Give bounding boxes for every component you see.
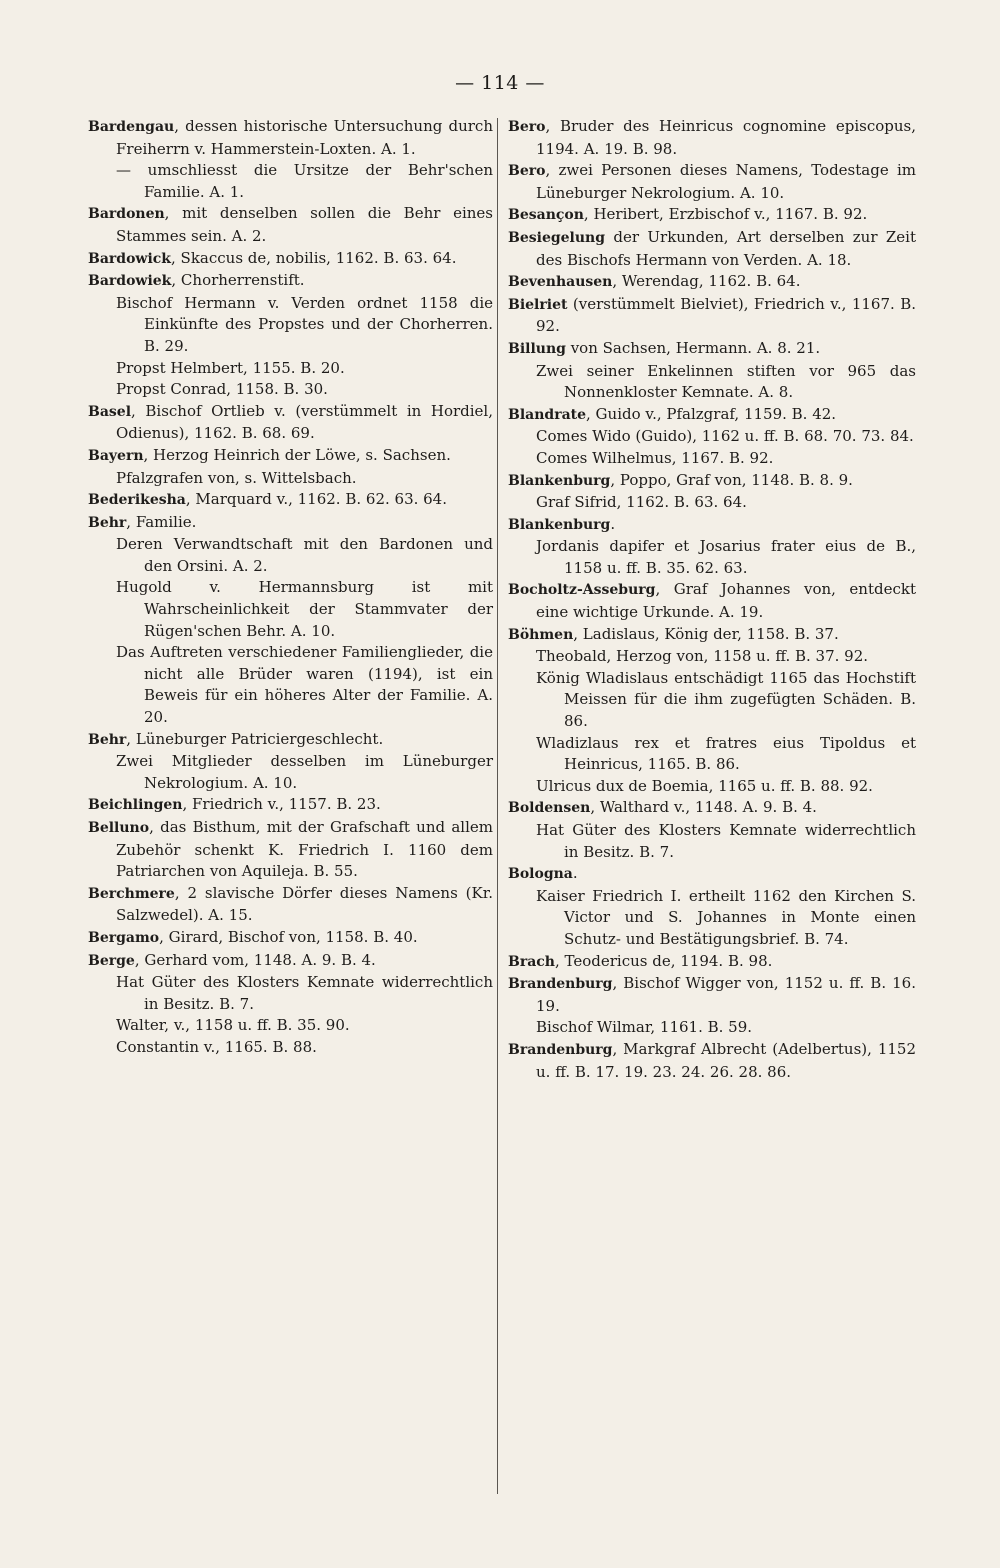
- entry-headword: Bardowiek: [88, 273, 172, 290]
- index-subentry: [508, 448, 916, 470]
- index-entry: [508, 863, 916, 886]
- entry-headword: Berge: [88, 952, 135, 969]
- column-divider: [497, 118, 498, 1494]
- entry-text: , Walthard v., 1148. A. 9. B. 4.: [590, 798, 817, 817]
- entry-text: Hat Güter des Klosters Kemnate widerrechtlich in Besitz. B. 7.: [536, 821, 916, 861]
- entry-text: , Chorherrenstift.: [171, 271, 305, 290]
- index-entry: [88, 116, 493, 160]
- index-entry: [88, 203, 493, 247]
- index-subentry: [88, 358, 493, 380]
- index-entry: [88, 401, 493, 445]
- index-subentry: [508, 733, 916, 776]
- entry-text: , dessen historische Untersuchung durch Freiherrn v. Hammerstein-Loxten. A. 1.: [116, 117, 493, 158]
- entry-text: , Poppo, Graf von, 1148. B. 8. 9.: [610, 470, 853, 489]
- entry-text: , Familie.: [126, 512, 197, 531]
- index-entry: [508, 797, 916, 820]
- index-column-left: [88, 116, 493, 1059]
- entry-headword: Basel: [88, 403, 132, 420]
- entry-headword: Blandrate: [508, 406, 587, 423]
- index-entry: [88, 794, 493, 817]
- index-subentry: [508, 426, 916, 448]
- entry-text: , Werendag, 1162. B. 64.: [612, 272, 801, 291]
- entry-text: Pfalzgrafen von, s. Wittelsbach.: [116, 468, 357, 487]
- index-subentry: [508, 646, 916, 668]
- entry-text: , zwei Personen dieses Namens, Todestage im Lüneburger Nekrologium. A. 10.: [536, 161, 916, 202]
- entry-headword: Besançon: [508, 207, 584, 224]
- entry-text: Wladizlaus rex et fratres eius Tipoldus et Heinricus, 1165. B. 86.: [536, 733, 916, 774]
- entry-headword: Behr: [88, 731, 127, 748]
- index-entry: [508, 470, 916, 493]
- entry-text: , Gerhard vom, 1148. A. 9. B. 4.: [134, 950, 376, 969]
- entry-text: , Heribert, Erzbischof v., 1167. B. 92.: [583, 205, 868, 224]
- entry-text: — umschliesst die Ursitze der Behr'schen Familie. A. 1.: [116, 161, 493, 201]
- index-entry: [508, 116, 916, 160]
- entry-text: , Marquard v., 1162. B. 62. 63. 64.: [185, 490, 447, 509]
- entry-text: , Graf Johannes von, entdeckt eine wichtige Urkunde. A. 19.: [536, 580, 916, 622]
- index-subentry: [508, 776, 916, 798]
- index-entry: [508, 624, 916, 647]
- entry-headword: Bardengau: [88, 119, 175, 135]
- index-subentry: [88, 972, 493, 1015]
- entry-text: , Herzog Heinrich der Löwe, s. Sachsen.: [143, 445, 451, 464]
- index-entry: [508, 404, 916, 427]
- entry-text: Theobald, Herzog von, 1158 u. ff. B. 37. 92.: [536, 647, 869, 666]
- entry-text: , Friedrich v., 1157. B. 23.: [182, 795, 381, 814]
- entry-text: .: [610, 514, 616, 533]
- index-entry: [508, 271, 916, 294]
- index-entry: [88, 512, 493, 535]
- entry-headword: Bologna: [508, 866, 573, 883]
- entry-headword: Billung: [508, 340, 566, 357]
- entry-text: , mit denselben sollen die Behr eines Stammes sein. A. 2.: [116, 204, 493, 245]
- entry-headword: Behr: [88, 514, 127, 531]
- index-entry: [508, 294, 916, 338]
- entry-text: , Ladislaus, König der, 1158. B. 37.: [573, 624, 839, 643]
- index-subentry: [508, 536, 916, 579]
- entry-text: , Guido v., Pfalzgraf, 1159. B. 42.: [586, 404, 837, 423]
- entry-text: Zwei seiner Enkelinnen stiften vor 965 das Nonnenkloster Kemnate. A. 8.: [536, 361, 916, 402]
- index-subentry: [508, 820, 916, 863]
- entry-headword: Bevenhausen: [508, 274, 613, 291]
- entry-text: (verstümmelt Bielviet), Friedrich v., 1167. B. 92.: [536, 294, 916, 336]
- entry-text: Hugold v. Hermannsburg ist mit Wahrscheinlichkeit der Stammvater der Rügen'schen Behr. A. 10.: [116, 578, 493, 640]
- entry-text: Comes Wido (Guido), 1162 u. ff. B. 68. 70. 73. 84.: [536, 427, 914, 446]
- entry-text: Constantin v., 1165. B. 88.: [116, 1037, 317, 1056]
- index-subentry: [508, 886, 916, 951]
- entry-text: König Wladislaus entschädigt 1165 das Hochstift Meissen für die ihm zugefügten Schäden. B. 86.: [536, 668, 916, 731]
- index-entry: [508, 204, 916, 227]
- entry-text: Ulricus dux de Boemia, 1165 u. ff. B. 88. 92.: [536, 776, 873, 795]
- entry-headword: Brach: [508, 953, 555, 970]
- entry-text: Jordanis dapifer et Josarius frater eius de B., 1158 u. ff. B. 35. 62. 63.: [536, 537, 916, 577]
- index-entry: [508, 160, 916, 204]
- entry-text: Deren Verwandtschaft mit den Bardonen und den Orsini. A. 2.: [116, 535, 493, 575]
- entry-text: , das Bisthum, mit der Grafschaft und allem Zubehör schenkt K. Friedrich I. 1160 dem Patriarchen von Aquileja. B. 55.: [116, 818, 493, 881]
- entry-text: , 2 slavische Dörfer dieses Namens (Kr. Salzwedel). A. 15.: [116, 883, 493, 925]
- index-entry: [508, 1039, 916, 1083]
- index-entry: [88, 489, 493, 512]
- entry-headword: Bergamo: [88, 929, 160, 946]
- entry-headword: Blankenburg: [508, 516, 611, 533]
- index-subentry: [88, 577, 493, 642]
- entry-headword: Belluno: [88, 820, 150, 836]
- entry-text: , Markgraf Albrecht (Adelbertus), 1152 u. ff. B. 17. 19. 23. 24. 26. 28. 86.: [536, 1039, 916, 1081]
- index-subentry: [88, 293, 493, 358]
- entry-text: Graf Sifrid, 1162. B. 63. 64.: [536, 493, 747, 512]
- entry-headword: Beichlingen: [88, 797, 183, 814]
- entry-text: , Skaccus de, nobilis, 1162. B. 63. 64.: [171, 248, 457, 267]
- entry-text: , Bruder des Heinricus cognomine episcopus, 1194. A. 19. B. 98.: [536, 117, 916, 158]
- entry-headword: Brandenburg: [508, 1041, 613, 1058]
- index-entry: [88, 270, 493, 293]
- index-entry: [508, 514, 916, 537]
- index-subentry: [508, 492, 916, 514]
- index-entry: [88, 729, 493, 752]
- index-entry: [508, 227, 916, 271]
- index-entry: [88, 883, 493, 927]
- entry-text: Comes Wilhelmus, 1167. B. 92.: [536, 448, 774, 467]
- entry-text: , Bischof Wigger von, 1152 u. ff. B. 16. 19.: [536, 974, 916, 1015]
- entry-headword: Bero: [508, 119, 546, 135]
- entry-text: Hat Güter des Klosters Kemnate widerrechtlich in Besitz. B. 7.: [116, 973, 493, 1013]
- entry-headword: Bielriet: [508, 296, 568, 313]
- index-subentry: [88, 468, 493, 490]
- entry-headword: Bero: [508, 163, 546, 180]
- entry-headword: Boldensen: [508, 800, 591, 817]
- entry-text: Bischof Wilmar, 1161. B. 59.: [536, 1018, 753, 1037]
- index-subentry: [88, 1015, 493, 1037]
- entry-text: Kaiser Friedrich I. ertheilt 1162 den Kirchen S. Victor und S. Johannes in Monte einen Schutz- und Bestätigungsbrief. B. 74.: [536, 886, 916, 948]
- entry-text: Das Auftreten verschiedener Familienglieder, die nicht alle Brüder waren (1194), ist ein Beweis für ein höheres Alter der Familie. A. 20.: [116, 643, 493, 727]
- index-entry: [88, 927, 493, 950]
- entry-text: von Sachsen, Hermann. A. 8. 21.: [565, 338, 821, 357]
- entry-text: .: [572, 864, 578, 883]
- entry-headword: Brandenburg: [508, 976, 613, 993]
- page-number: — 114 —: [455, 72, 545, 94]
- index-subentry: [508, 668, 916, 733]
- entry-headword: Besiegelung: [508, 229, 606, 246]
- index-subentry: [88, 534, 493, 577]
- entry-headword: Bayern: [88, 447, 144, 464]
- entry-headword: Bardowick: [88, 250, 172, 267]
- entry-text: Propst Helmbert, 1155. B. 20.: [116, 358, 345, 377]
- index-subentry: [88, 160, 493, 203]
- index-subentry: [508, 1017, 916, 1039]
- entry-headword: Bardonen: [88, 206, 165, 223]
- entry-text: Walter, v., 1158 u. ff. B. 35. 90.: [116, 1016, 350, 1035]
- entry-headword: Bederikesha: [88, 492, 186, 509]
- index-entry: [88, 248, 493, 271]
- index-entry: [508, 338, 916, 361]
- index-subentry: [508, 361, 916, 404]
- entry-text: , Girard, Bischof von, 1158. B. 40.: [159, 927, 418, 946]
- index-entry: [88, 817, 493, 883]
- index-subentry: [88, 751, 493, 794]
- entry-text: Propst Conrad, 1158. B. 30.: [116, 380, 328, 399]
- entry-headword: Berchmere: [88, 885, 175, 902]
- entry-headword: Böhmen: [508, 626, 574, 643]
- entry-headword: Bocholtz-Asseburg: [508, 582, 656, 599]
- entry-headword: Blankenburg: [508, 472, 611, 489]
- entry-text: Bischof Hermann v. Verden ordnet 1158 die Einkünfte des Propstes und der Chorherren. B. 29.: [116, 293, 493, 355]
- entry-text: , Bischof Ortlieb v. (verstümmelt in Hordiel, Odienus), 1162. B. 68. 69.: [116, 401, 493, 443]
- index-subentry: [88, 1037, 493, 1059]
- index-entry: [88, 950, 493, 973]
- index-entry: [88, 445, 493, 468]
- index-subentry: [88, 642, 493, 728]
- entry-text: Zwei Mitglieder desselben im Lüneburger Nekrologium. A. 10.: [116, 752, 493, 792]
- index-entry: [508, 579, 916, 623]
- index-entry: [508, 973, 916, 1017]
- entry-text: , Lüneburger Patriciergeschlecht.: [126, 729, 384, 748]
- entry-text: der Urkunden, Art derselben zur Zeit des Bischofs Hermann von Verden. A. 18.: [536, 227, 916, 269]
- index-column-right: [508, 116, 916, 1083]
- index-subentry: [88, 379, 493, 401]
- index-entry: [508, 951, 916, 974]
- entry-text: , Teodericus de, 1194. B. 98.: [554, 951, 773, 970]
